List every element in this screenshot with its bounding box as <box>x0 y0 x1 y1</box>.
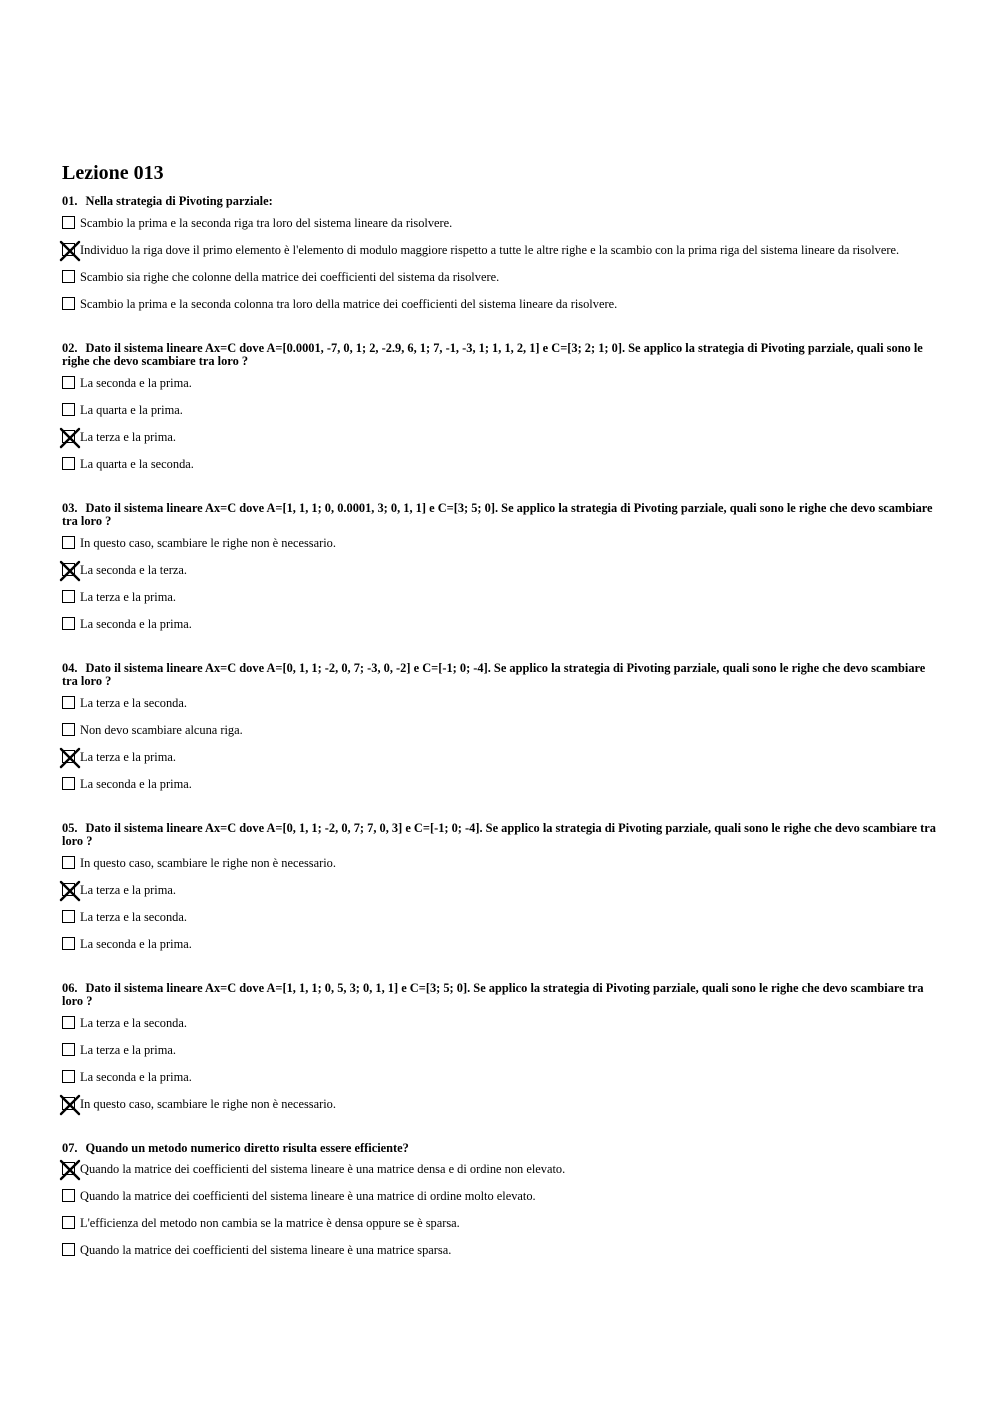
question-6 <box>62 982 942 1121</box>
option-label: La seconda e la prima. <box>80 1069 192 1084</box>
answer-option[interactable] <box>62 294 942 321</box>
option-label: La terza e la prima. <box>80 589 176 604</box>
option-label: La quarta e la seconda. <box>80 456 194 471</box>
check-x-icon <box>59 747 81 769</box>
answer-option[interactable] <box>62 853 942 880</box>
option-label: La seconda e la prima. <box>80 936 192 951</box>
checkbox-checked[interactable] <box>62 750 75 763</box>
question-text <box>62 342 942 369</box>
question-prompt: Dato il sistema lineare Ax=C dove A=[0.0001, -7, 0, 1; 2, -2.9, 6, 1; 7, -1, -3, 1; 1, 1, 2, 1] e C=[3; 2; 1; 0]. Se applico la strategia di Pivoting parziale, quali sono le righe che devo scambiare tra loro ? <box>62 340 923 368</box>
answer-option[interactable] <box>62 934 942 961</box>
checkbox[interactable] <box>62 617 75 630</box>
answer-option[interactable] <box>62 267 942 294</box>
question-7 <box>62 1142 942 1268</box>
answer-option[interactable] <box>62 454 942 481</box>
question-prompt: Dato il sistema lineare Ax=C dove A=[0, 1, 1; -2, 0, 7; -3, 0, -2] e C=[-1; 0; -4]. Se applico la strategia di Pivoting parziale, quali sono le righe che devo scambiare tra loro ? <box>62 660 926 688</box>
question-prompt: Dato il sistema lineare Ax=C dove A=[1, 1, 1; 0, 0.0001, 3; 0, 1, 1] e C=[3; 5; 0]. Se applico la strategia di Pivoting parziale, quali sono le righe che devo scambiare tra loro ? <box>62 500 933 528</box>
answer-option[interactable] <box>62 1186 942 1213</box>
answer-option[interactable] <box>62 587 942 614</box>
check-x-icon <box>59 560 81 582</box>
option-label: In questo caso, scambiare le righe non è necessario. <box>80 855 336 870</box>
lesson-title: Lezione 013 <box>62 162 164 184</box>
option-label: La seconda e la prima. <box>80 375 192 390</box>
checkbox[interactable] <box>62 1216 75 1229</box>
checkbox[interactable] <box>62 856 75 869</box>
checkbox[interactable] <box>62 403 75 416</box>
question-text <box>62 195 942 209</box>
checkbox[interactable] <box>62 696 75 709</box>
checkbox[interactable] <box>62 910 75 923</box>
checkbox[interactable] <box>62 1070 75 1083</box>
option-label: L'efficienza del metodo non cambia se la matrice è densa oppure se è sparsa. <box>80 1216 460 1230</box>
check-x-icon <box>59 427 81 449</box>
check-x-icon <box>59 880 81 902</box>
question-4 <box>62 662 942 801</box>
checkbox[interactable] <box>62 1189 75 1202</box>
checkbox[interactable] <box>62 1243 75 1256</box>
answer-option[interactable] <box>62 774 942 801</box>
option-label: La terza e la seconda. <box>80 1015 187 1030</box>
checkbox[interactable] <box>62 1043 75 1056</box>
answer-option[interactable] <box>62 427 942 454</box>
checkbox[interactable] <box>62 376 75 389</box>
answer-option[interactable] <box>62 880 942 907</box>
question-number: 02. <box>62 340 78 355</box>
checkbox[interactable] <box>62 270 75 283</box>
question-prompt: Quando un metodo numerico diretto risulta essere efficiente? <box>85 1140 409 1155</box>
question-text <box>62 982 942 1009</box>
option-label: Scambio sia righe che colonne della matrice dei coefficienti del sistema da risolvere. <box>80 269 500 284</box>
option-label: La terza e la prima. <box>80 749 176 764</box>
question-3 <box>62 502 942 641</box>
checkbox-checked[interactable] <box>62 883 75 896</box>
checkbox[interactable] <box>62 216 75 229</box>
checkbox-checked[interactable] <box>62 430 75 443</box>
answer-option[interactable] <box>62 240 942 267</box>
question-2 <box>62 342 942 481</box>
option-label: Quando la matrice dei coefficienti del sistema lineare è una matrice densa e di ordine non elevato. <box>80 1162 566 1176</box>
question-text <box>62 502 942 529</box>
option-label: La terza e la seconda. <box>80 695 187 710</box>
question-text <box>62 822 942 849</box>
answer-option[interactable] <box>62 1013 942 1040</box>
question-number: 07. <box>62 1140 78 1155</box>
check-x-icon <box>59 1094 81 1116</box>
option-label: In questo caso, scambiare le righe non è necessario. <box>80 1096 336 1111</box>
answer-option[interactable] <box>62 907 942 934</box>
checkbox-checked[interactable] <box>62 1162 75 1175</box>
checkbox[interactable] <box>62 937 75 950</box>
checkbox[interactable] <box>62 723 75 736</box>
question-prompt: Dato il sistema lineare Ax=C dove A=[0, 1, 1; -2, 0, 7; 7, 0, 3] e C=[-1; 0; -4]. Se applico la strategia di Pivoting parziale, quali sono le righe che devo scambiare tra loro ? <box>62 820 936 848</box>
option-label: La terza e la prima. <box>80 882 176 897</box>
option-label: La terza e la seconda. <box>80 909 187 924</box>
option-label: La seconda e la prima. <box>80 616 192 631</box>
question-prompt: Dato il sistema lineare Ax=C dove A=[1, 1, 1; 0, 5, 3; 0, 1, 1] e C=[3; 5; 0]. Se applico la strategia di Pivoting parziale, quali sono le righe che devo scambiare tra loro ? <box>62 980 924 1008</box>
question-text <box>62 662 942 689</box>
answer-option[interactable] <box>62 1213 942 1240</box>
answer-option[interactable] <box>62 1159 942 1186</box>
answer-option[interactable] <box>62 213 942 240</box>
answer-option[interactable] <box>62 1094 942 1121</box>
answer-option[interactable] <box>62 1040 942 1067</box>
answer-option[interactable] <box>62 720 942 747</box>
question-number: 03. <box>62 500 78 515</box>
option-label: Individuo la riga dove il primo elemento è l'elemento di modulo maggiore rispetto a tutte le altre righe e la scambio con la prima riga del sistema lineare da risolvere. <box>80 242 900 257</box>
option-label: La seconda e la prima. <box>80 776 192 791</box>
question-number: 04. <box>62 660 78 675</box>
check-x-icon <box>59 240 81 262</box>
question-5 <box>62 822 942 961</box>
checkbox-checked[interactable] <box>62 243 75 256</box>
question-list <box>62 195 942 1267</box>
checkbox[interactable] <box>62 777 75 790</box>
checkbox[interactable] <box>62 1016 75 1029</box>
answer-option[interactable] <box>62 614 942 641</box>
checkbox[interactable] <box>62 457 75 470</box>
option-label: Quando la matrice dei coefficienti del sistema lineare è una matrice di ordine molto elevato. <box>80 1189 536 1203</box>
checkbox[interactable] <box>62 536 75 549</box>
answer-option[interactable] <box>62 1240 942 1267</box>
option-label: Quando la matrice dei coefficienti del sistema lineare è una matrice sparsa. <box>80 1243 452 1257</box>
answer-option[interactable] <box>62 533 942 560</box>
document-page <box>62 160 942 1288</box>
check-x-icon <box>59 1159 81 1181</box>
question-number: 05. <box>62 820 78 835</box>
option-label: La quarta e la prima. <box>80 402 183 417</box>
checkbox-checked[interactable] <box>62 1097 75 1110</box>
option-label: La terza e la prima. <box>80 1042 176 1057</box>
answer-option[interactable] <box>62 400 942 427</box>
option-label: Scambio la prima e la seconda riga tra loro del sistema lineare da risolvere. <box>80 215 453 230</box>
answer-option[interactable] <box>62 560 942 587</box>
option-label: In questo caso, scambiare le righe non è necessario. <box>80 535 336 550</box>
question-prompt: Nella strategia di Pivoting parziale: <box>85 194 273 208</box>
question-1 <box>62 195 942 321</box>
answer-option[interactable] <box>62 1067 942 1094</box>
option-label: Non devo scambiare alcuna riga. <box>80 722 243 737</box>
option-label: Scambio la prima e la seconda colonna tra loro della matrice dei coefficienti del sistema lineare da risolvere. <box>80 296 618 311</box>
checkbox-checked[interactable] <box>62 563 75 576</box>
answer-option[interactable] <box>62 373 942 400</box>
option-label: La terza e la prima. <box>80 429 176 444</box>
checkbox[interactable] <box>62 297 75 310</box>
question-number: 06. <box>62 980 78 995</box>
option-label: La seconda e la terza. <box>80 562 187 577</box>
answer-option[interactable] <box>62 747 942 774</box>
question-text <box>62 1142 942 1156</box>
checkbox[interactable] <box>62 590 75 603</box>
question-number: 01. <box>62 194 78 208</box>
answer-option[interactable] <box>62 693 942 720</box>
